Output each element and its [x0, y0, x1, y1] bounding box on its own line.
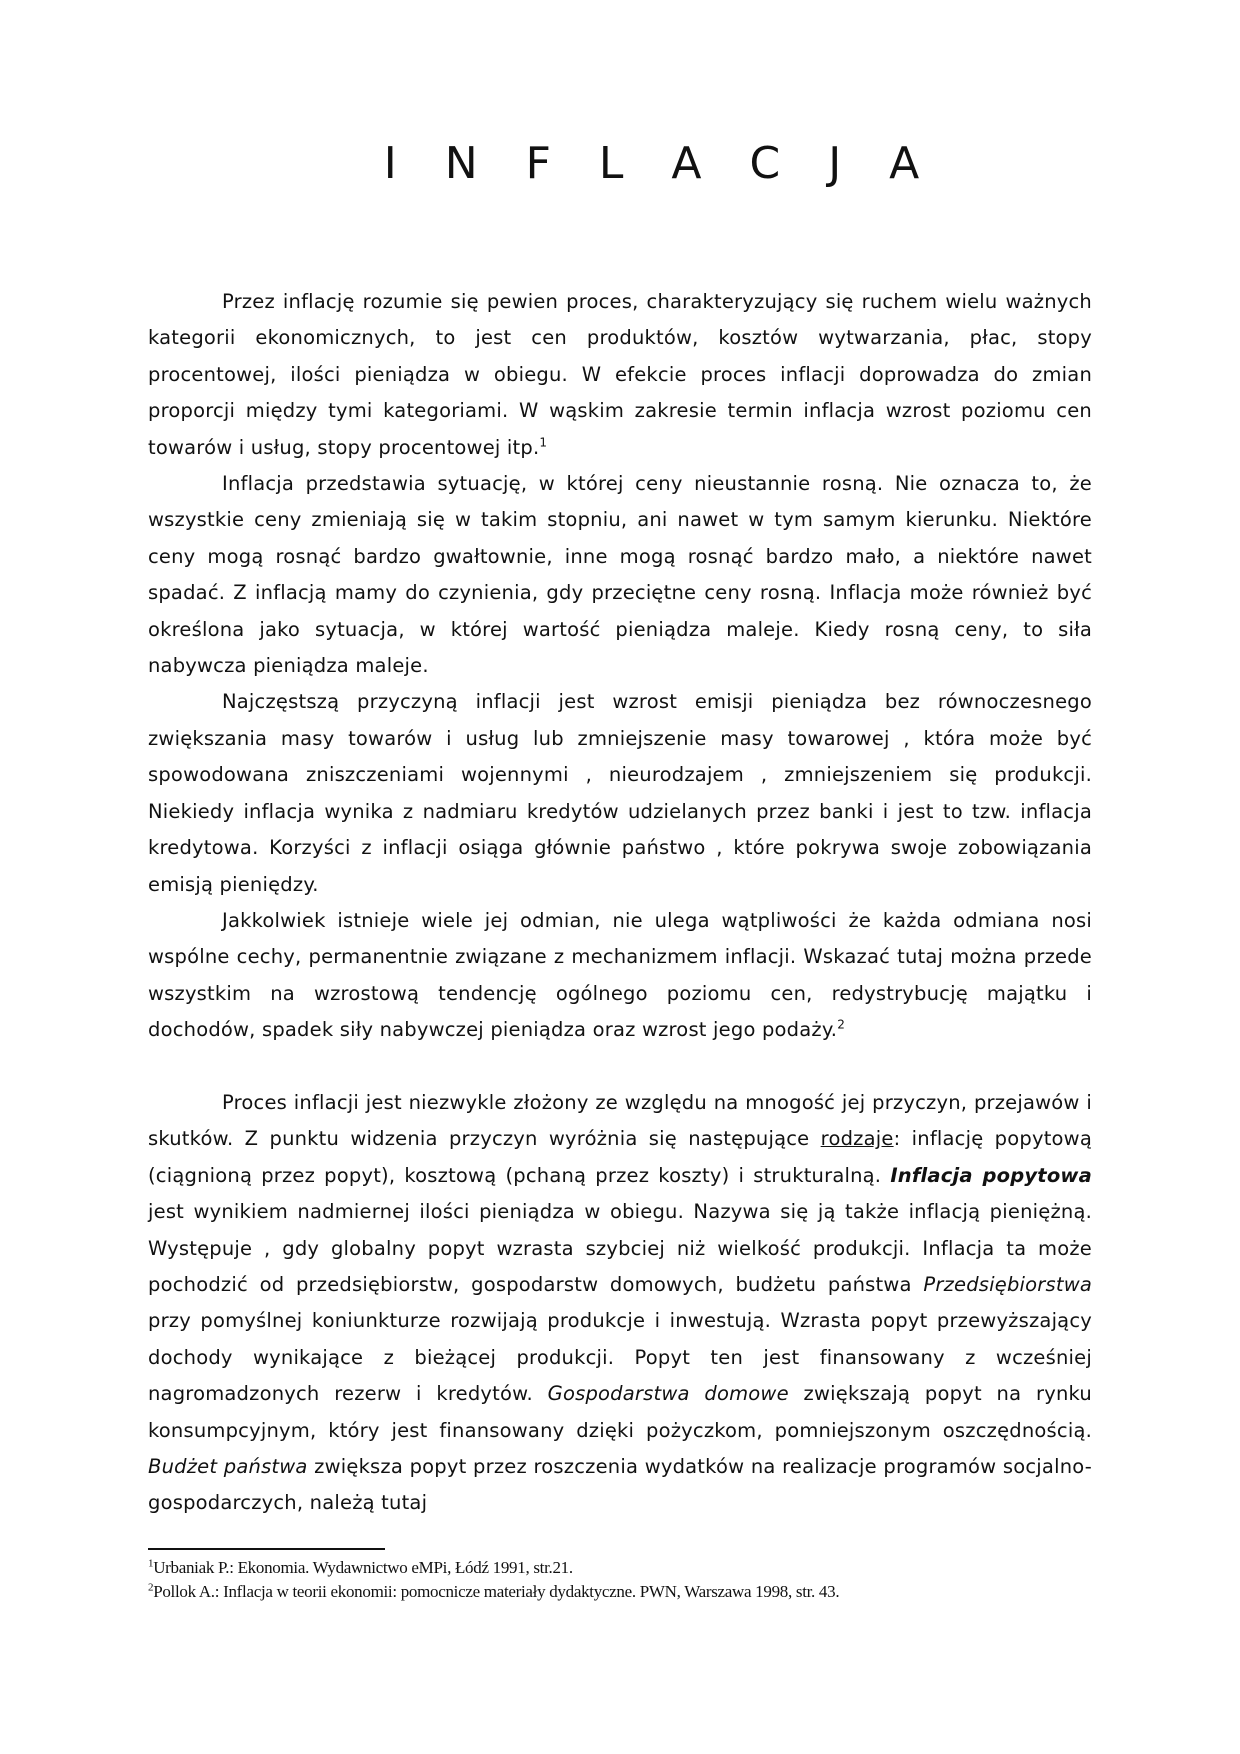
body-text — [148, 284, 1092, 1522]
term-gospodarstwa-domowe: Gospodarstwa domowe — [547, 1382, 789, 1406]
paragraph-5-text-e: zwiększają popyt na rynku konsumpcyjnym, który jest finansowany dzięki pożyczkom, pomniejszonym oszczędnością. — [148, 1382, 1092, 1442]
footnotes — [148, 1556, 1092, 1604]
footnote-1 — [148, 1556, 1092, 1580]
term-inflacja-popytowa: Inflacja popytowa — [890, 1163, 1092, 1187]
rodzaje-link[interactable]: rodzaje — [820, 1127, 894, 1151]
paragraph-5-text-c: jest wynikiem nadmiernej ilości pieniądza w obiegu. Nazywa się ją także inflacją pieniężną. Występuje , gdy globalny popyt wzrasta szybciej niż wielkość produkcji. Inflacja ta może pochodzić od przedsiębiorstw, gospodarstw domowych, budżetu państwa — [148, 1200, 1092, 1296]
footnote-ref-2[interactable]: 2 — [837, 1017, 846, 1032]
paragraph-3: Najczęstszą przyczyną inflacji jest wzrost emisji pieniądza bez równoczesnego zwiększania masy towarów i usług lub zmniejszenie masy towarowej , która może być spowodowana zniszczeniami wojennymi , nieurodzajem , zmniejszeniem się produkcji. Niekiedy inflacja wynika z nadmiaru kredytów udzielanych przez banki i jest to tzw. inflacja kredytowa. Korzyści z inflacji osiąga głównie państwo , które pokrywa swoje zobowiązania emisją pieniędzy. — [148, 690, 1092, 896]
term-przedsiebiorstwa: Przedsiębiorstwa — [923, 1272, 1092, 1296]
paragraph-5-text-f: zwiększa popyt przez roszczenia wydatków na realizacje programów socjalno- gospodarczych, należą tutaj — [148, 1454, 1092, 1515]
paragraph-5-text-b: : inflację popytową (ciągnioną przez popyt), kosztową (pchaną przez koszty) i strukturalną. — [148, 1127, 1092, 1187]
footnote-2 — [148, 1580, 1092, 1604]
paragraph-5 — [148, 1085, 1092, 1522]
document-title: I N F L A C J A — [383, 138, 937, 189]
paragraph-1-text: Przez inflację rozumie się pewien proces, charakteryzujący się ruchem wielu ważnych kategorii ekonomicznych, to jest cen produktów, kosztów wytwarzania, płac, stopy procentowej, ilości pieniądza w obiegu. W efekcie proces inflacji doprowadza do zmian proporcji między tymi kategoriami. W wąskim zakresie termin inflacja wzrost poziomu cen towarów i usług, stopy procentowej itp. — [148, 290, 1092, 459]
footnote-ref-1[interactable]: 1 — [539, 435, 548, 450]
paragraph-4-text: Jakkolwiek istnieje wiele jej odmian, nie ulega wątpliwości że każda odmiana nosi wspólne cechy, permanentnie związane z mechanizmem inflacji. Wskazać tutaj można przede wszystkim na wzrostową tendencję ogólnego poziomu cen, redystrybucję majątku i dochodów, spadek siły nabywczej pieniądza oraz wzrost jego podaży. — [148, 908, 1092, 1042]
paragraph-5-text-a: Proces inflacji jest niezwykle złożony ze względu na mnogość jej przyczyn, przejawów i skutków. Z punktu widzenia przyczyn wyróżnia się następujące — [148, 1090, 1092, 1151]
footnote-1-number: 1 — [148, 1557, 154, 1570]
paragraph-4 — [148, 903, 1092, 1049]
paragraph-1 — [148, 284, 1092, 466]
footnote-1-text: Urbaniak P.: Ekonomia. Wydawnictwo eMPi, Łódź 1991, str.21. — [153, 1558, 573, 1577]
footnote-separator — [148, 1548, 385, 1550]
footnote-2-number: 2 — [148, 1581, 154, 1594]
paragraph-2: Inflacja przedstawia sytuację, w której ceny nieustannie rosną. Nie oznacza to, że wszystkie ceny zmieniają się w takim stopniu, ani nawet w tym samym kierunku. Niektóre ceny mogą rosnąć bardzo gwałtownie, inne mogą rosnąć bardzo mało, a niektóre nawet spadać. Z inflacją mamy do czynienia, gdy przeciętne ceny rosną. Inflacja może również być określona jako sytuacja, w której wartość pieniądza maleje. Kiedy rosną ceny, to siła nabywcza pieniądza maleje. — [148, 472, 1092, 678]
footnote-2-text: Pollok A.: Inflacja w teorii ekonomii: pomocnicze materiały dydaktyczne. PWN, Warszawa 1998, str. 43. — [153, 1582, 840, 1601]
term-budzet-panstwa: Budżet państwa — [148, 1454, 308, 1478]
paragraph-5-text-d: przy pomyślnej koniunkturze rozwijają produkcje i inwestują. Wzrasta popyt przewyższający dochody wynikające z bieżącej produkcji. Popyt ten jest finansowany z wcześniej nagromadzonych rezerw i kredytów. — [148, 1309, 1092, 1406]
